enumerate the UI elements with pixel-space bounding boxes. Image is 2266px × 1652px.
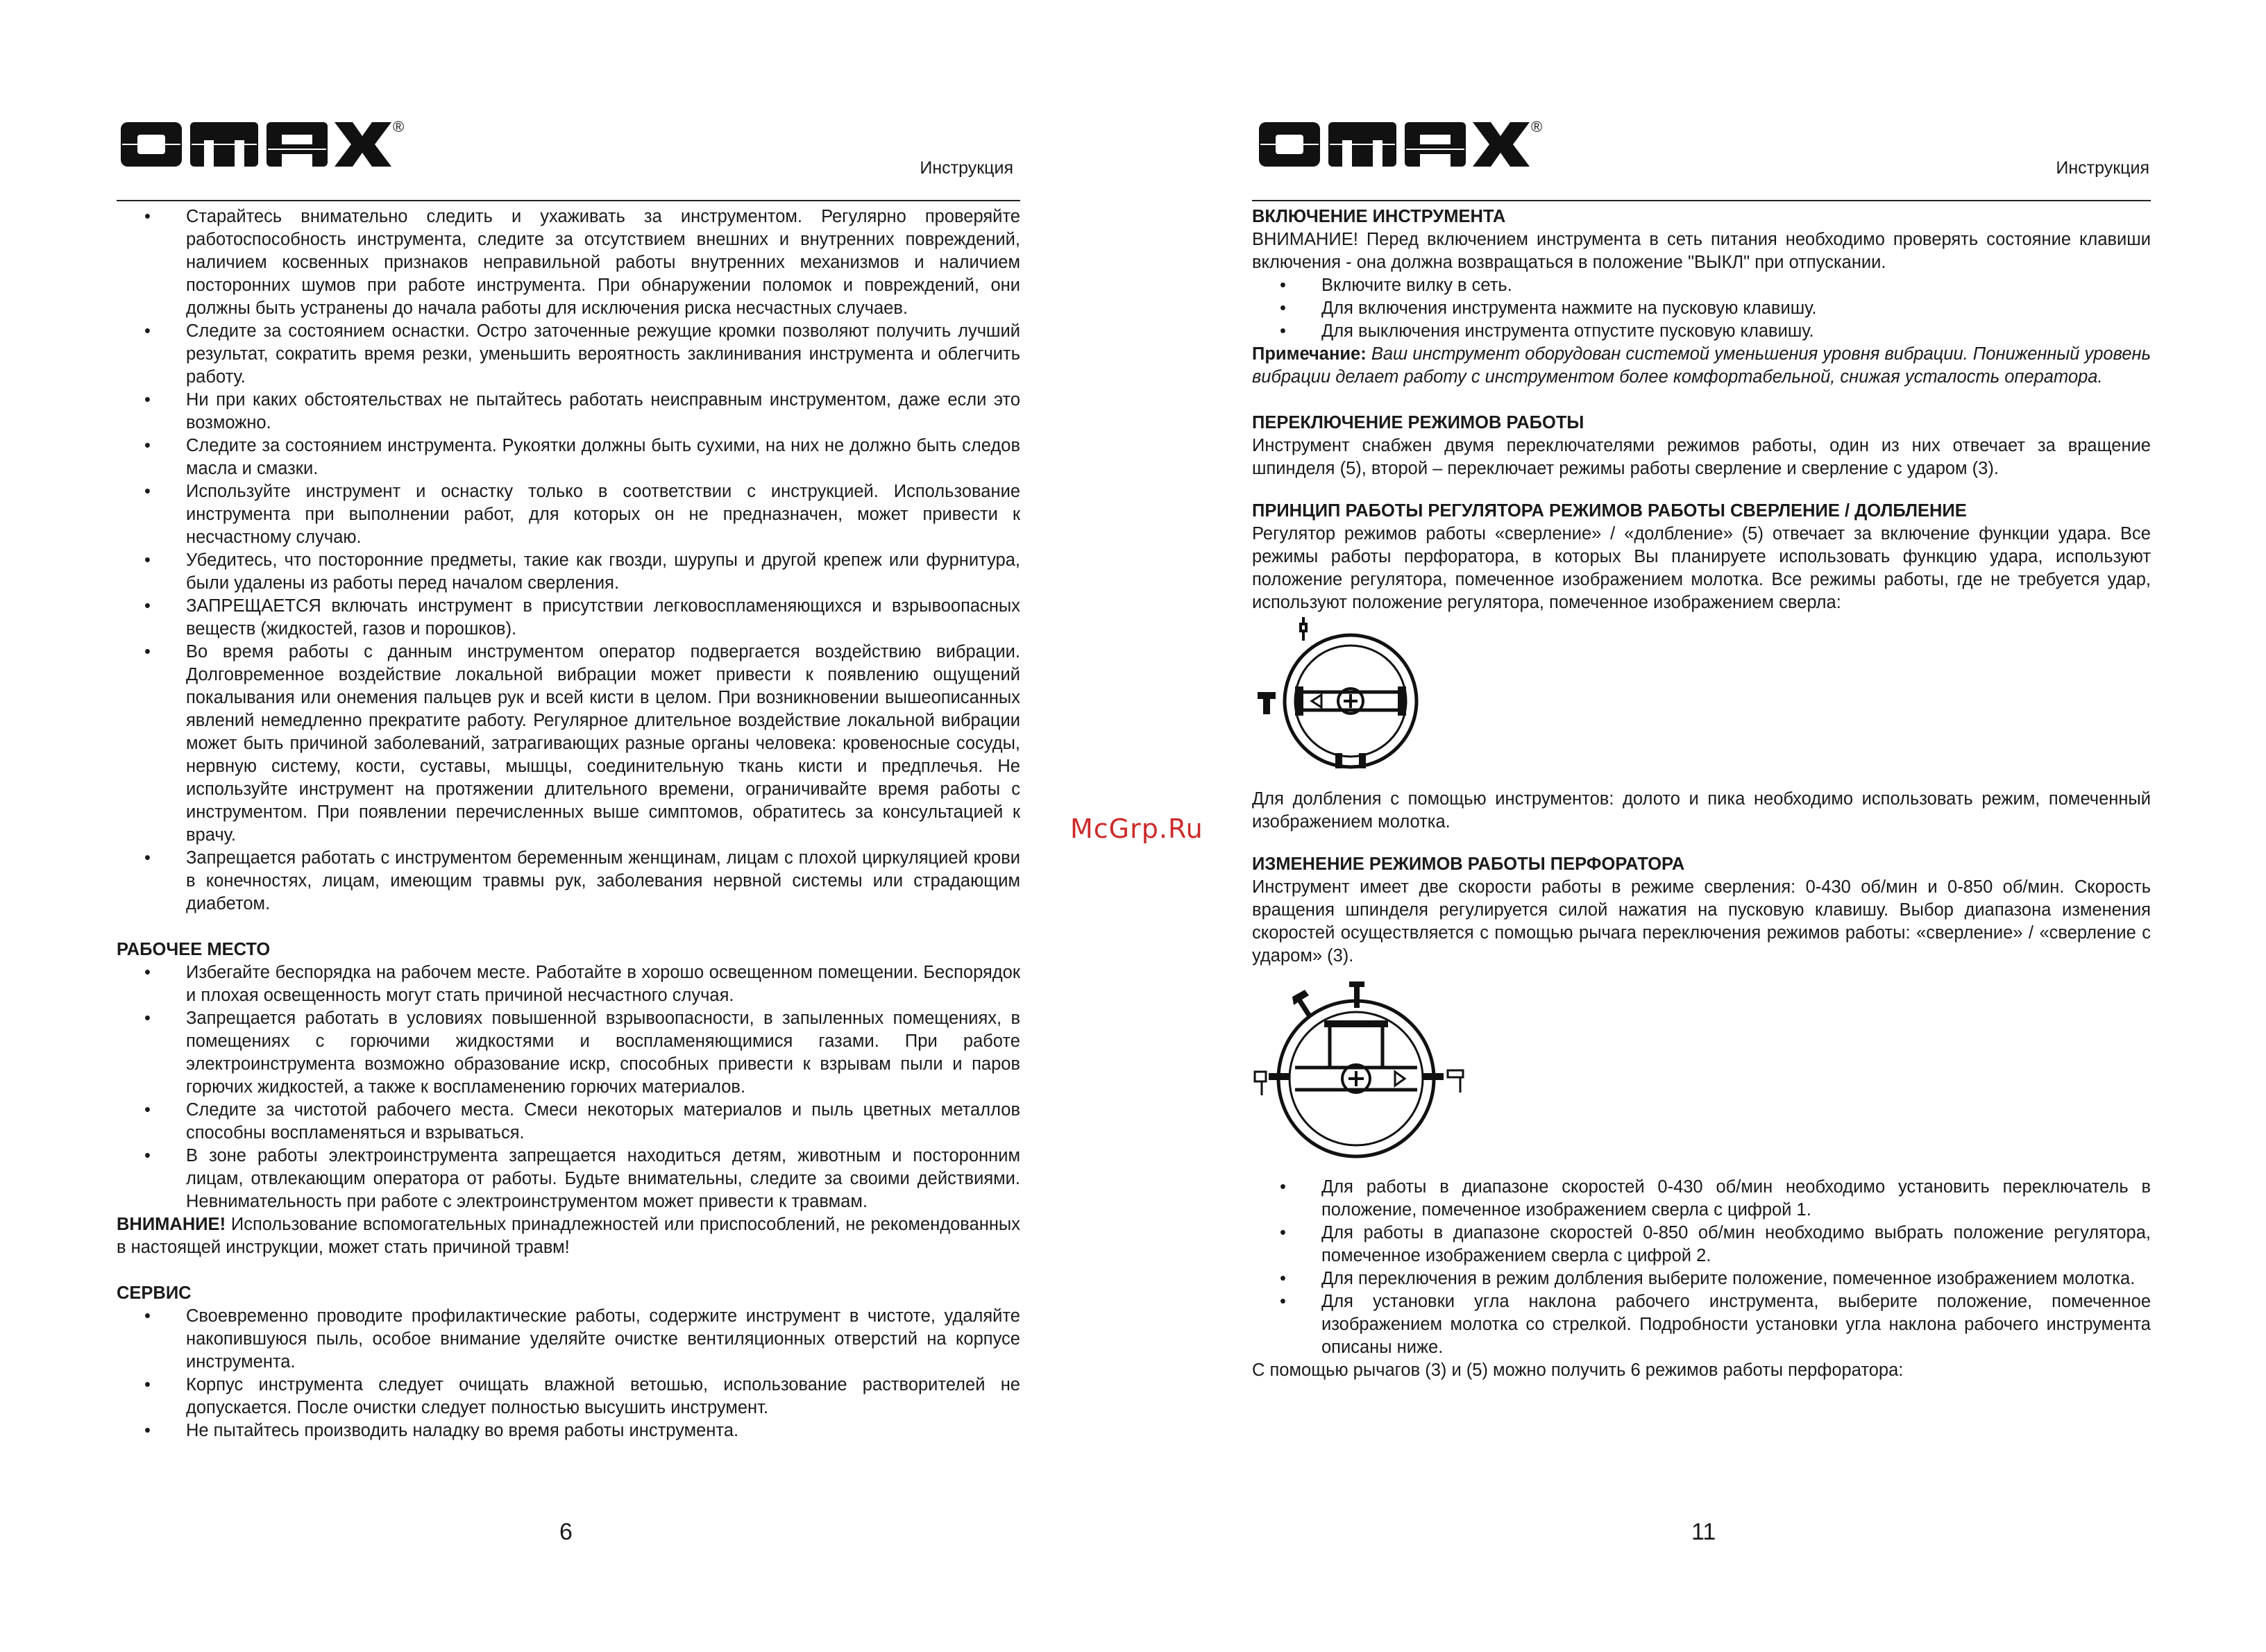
list-item: • Для выключения инструмента отпустите пусковую клавишу. (1252, 320, 2151, 343)
header-rule (1252, 200, 2151, 201)
list-item: • Во время работы с данным инструментом оператор подвергается воздействию вибрации. Долговременное воздействие локальной вибрации может привести к появлению ощущений покалывания или онемения пальцев рук и всей кисти в целом. При возникновении вышеописанных явлений немедленно прекратите работу. Регулярное длительное воздействие локальной вибрации может быть причиной заболеваний, затрагивающих разные органы человека: кровеносные сосуды, нервную систему, кости, суставы, мышцы, соединительную ткань кисти и предплечья. Не используйте инструмент на протяжении длительного времени, ограничивайте время работы с инструментом. При появлении перечисленных выше симптомов, обратитесь за консультацией к врачу. (117, 641, 1020, 847)
switch-on-text: ВНИМАНИЕ! Перед включением инструмента в сеть питания необходимо проверять состояние клавиши включения - она должна возвращаться в положение "ВЫКЛ" при отпускании. (1252, 230, 2151, 272)
list-item: • Убедитесь, что посторонние предметы, такие как гвозди, шурупы и другой крепеж или фурнитура, были удалены из работы перед началом сверления. (117, 549, 1020, 595)
service-heading: СЕРВИС (117, 1283, 192, 1303)
left-content (117, 205, 1020, 1442)
right-content (1252, 205, 2151, 1382)
list-item: • Следите за чистотой рабочего места. Смеси некоторых материалов и пыль цветных металлов способны воспламеняться и взрываться. (117, 1099, 1020, 1145)
modes-text: Инструмент снабжен двумя переключателями режимов работы, один из них отвечает за вращение шпинделя (5), второй – переключает режимы работы сверление и сверление с ударом (3). (1252, 436, 2151, 478)
change-text: Инструмент имеет две скорости работы в режиме сверления: 0-430 об/мин и 0-850 об/мин. Скорость вращения шпинделя регулируется силой нажатия на пусковую клавишу. Выбор диапазона изменения скоростей осуществляется с помощью рычага переключения режимов работы: «сверление» / «сверление с ударом» (3). (1252, 877, 2151, 966)
workplace-heading: РАБОЧЕЕ МЕСТО (117, 940, 271, 959)
speed-list (1252, 1176, 2151, 1359)
list-item: • Включите вилку в сеть. (1252, 274, 2151, 297)
service-list (117, 1305, 1020, 1442)
arrow-left-icon (1312, 695, 1321, 707)
drill-icon (1301, 617, 1306, 641)
watermark: McGrp.Ru (1070, 814, 1203, 844)
list-item: • Следите за состоянием оснастки. Остро заточенные режущие кромки позволяют получить лучший результат, сократить время резки, уменьшить вероятность заклинивания инструмента и облегчить работу. (117, 320, 1020, 389)
omax-logo (1256, 117, 1534, 172)
drill-icon (1349, 981, 1364, 1008)
list-item: • Следите за состоянием инструмента. Рукоятки должны быть сухими, на них не должно быть следов масла и смазки. (117, 435, 1020, 480)
note-label: Примечание: (1252, 344, 1367, 364)
regulator-figure (1252, 614, 2151, 788)
omax-logo (118, 117, 396, 172)
page-number: 11 (1691, 1519, 1716, 1545)
workplace-list (117, 961, 1020, 1213)
list-item: • Корпус инструмента следует очищать влажной ветошью, использование растворителей не допускается. После очистки следует полностью высушить инструмент. (117, 1374, 1020, 1419)
list-item: • Используйте инструмент и оснастку только в соответствии с инструкцией. Использование инструмента при выполнении работ, для которых он не предназначен, может привести к несчастному случаю. (117, 480, 1020, 549)
registered-mark: ® (393, 118, 405, 135)
header-label: Инструкция (2056, 158, 2149, 178)
header-rule (117, 200, 1020, 201)
list-item: • Для работы в диапазоне скоростей 0-850 об/мин необходимо выбрать положение регулятора, помеченное изображением сверла с цифрой 2. (1252, 1222, 2151, 1267)
header-label: Инструкция (920, 158, 1013, 178)
right-page (1133, 0, 2266, 1652)
hammer-icon (1292, 990, 1312, 1018)
list-item: • Для переключения в режим долбления выберите положение, помеченное изображением молотка. (1252, 1267, 2151, 1290)
final-text: С помощью рычагов (3) и (5) можно получить 6 режимов работы перфоратора: (1252, 1360, 1904, 1380)
list-item: • Старайтесь внимательно следить и ухаживать за инструментом. Регулярно проверяйте работоспособность инструмента, следите за отсутствием внешних и внутренних повреждений, наличием косвенных признаков неправильной работы внутренних механизмов и наличием посторонних шумов при работе инструмента. При обнаружении поломок и повреждений, они должны быть устранены до начала работы для исключения риска несчастных случаев. (117, 205, 1020, 320)
note-text: Ваш инструмент оборудован системой уменьшения уровня вибрации. Пониженный уровень вибрации делает работу с инструментом более комфортабельной, снижая усталость оператора. (1252, 344, 2151, 387)
mode-lever-diagram (1252, 968, 1474, 1176)
list-item: • Ни при каких обстоятельствах не пытайтесь работать неисправным инструментом, даже если это возможно. (117, 389, 1020, 435)
lever-figure (1252, 968, 2151, 1176)
list-item: • Запрещается работать с инструментом беременным женщинам, лицам с плохой циркуляцией крови в конечностях, лицам, имеющим травмы рук, заболевания нервной системы или страдающим диабетом. (117, 847, 1020, 916)
safety-list (117, 205, 1020, 916)
page-number: 6 (559, 1519, 573, 1545)
registered-mark: ® (1531, 118, 1543, 135)
list-item: • В зоне работы электроинструмента запрещается находиться детям, животным и посторонним лицам, отвлекающим оператора от работы. Будьте внимательны, следите за своими действиями. Невнимательность при работе с электроинструментом может привести к травмам. (117, 1145, 1020, 1213)
list-item: • Для работы в диапазоне скоростей 0-430 об/мин необходимо установить переключатель в положение, помеченное изображением сверла с цифрой 1. (1252, 1176, 2151, 1222)
change-heading: ИЗМЕНЕНИЕ РЕЖИМОВ РАБОТЫ ПЕРФОРАТОРА (1252, 854, 1685, 874)
list-item: • ЗАПРЕЩАЕТСЯ включать инструмент в присутствии легковоспламеняющихся и взрывоопасных веществ (жидкостей, газов и порошков). (117, 595, 1020, 641)
arrow-right-icon (1395, 1072, 1405, 1086)
list-item: • Своевременно проводите профилактические работы, содержите инструмент в чистоте, удаляйте накопившуюся пыль, особое внимание уделяйте очистке вентиляционных отверстий на корпусе инструмента. (117, 1305, 1020, 1374)
hammer-icon (1258, 692, 1276, 714)
note-paragraph (1252, 343, 2151, 389)
switch-on-list (1252, 274, 2151, 343)
omax-logo-image (118, 117, 396, 172)
chiseling-text: Для долбления с помощью инструментов: долото и пика необходимо использовать режим, помеченный изображением молотка. (1252, 789, 2151, 832)
list-item: • Избегайте беспорядка на рабочем месте. Работайте в хорошо освещенном помещении. Беспорядок и плохая освещенность могут стать причиной несчастного случая. (117, 961, 1020, 1007)
regulator-heading: ПРИНЦИП РАБОТЫ РЕГУЛЯТОРА РЕЖИМОВ РАБОТЫ СВЕРЛЕНИЕ / ДОЛБЛЕНИЕ (1252, 501, 1967, 521)
warning-text: Использование вспомогательных принадлежностей или приспособлений, не рекомендованных в настоящей инструкции, может стать причиной травм! (117, 1215, 1020, 1257)
angle-hammer-icon (1255, 1072, 1266, 1095)
switch-on-heading: ВКЛЮЧЕНИЕ ИНСТРУМЕНТА (1252, 207, 1506, 226)
angle-drill-icon (1448, 1070, 1463, 1093)
warning-label: ВНИМАНИЕ! (117, 1215, 226, 1234)
warning-paragraph (117, 1213, 1020, 1259)
list-item: • Не пытайтесь производить наладку во время работы инструмента. (117, 1419, 1020, 1442)
list-item: • Для установки угла наклона рабочего инструмента, выберите положение, помеченное изображением молотка со стрелкой. Подробности установки угла наклона рабочего инструмента описаны ниже. (1252, 1290, 2151, 1359)
list-item: • Запрещается работать в условиях повышенной взрывоопасности, в запыленных помещениях, в помещениях с горючими жидкостями и воспламеняющимися газами. При работе электроинструмента возможно образование искр, способных привести к взрывам пыли и паров горючих жидкостей, а также к воспламенению горючих материалов. (117, 1007, 1020, 1099)
regulator-text: Регулятор режимов работы «сверление» / «долбление» (5) отвечает за включение функции удара. Все режимы работы перфоратора, в которых Вы планируете использовать функцию удара, используют положение регулятора, помеченное изображением молотка. Все режимы работы, где не требуется удар, используют положение регулятора, помеченное изображением сверла: (1252, 524, 2151, 612)
list-item: • Для включения инструмента нажмите на пусковую клавишу. (1252, 297, 2151, 320)
mode-regulator-diagram (1252, 614, 1446, 788)
omax-logo-image (1256, 117, 1534, 172)
modes-heading: ПЕРЕКЛЮЧЕНИЕ РЕЖИМОВ РАБОТЫ (1252, 413, 1584, 432)
